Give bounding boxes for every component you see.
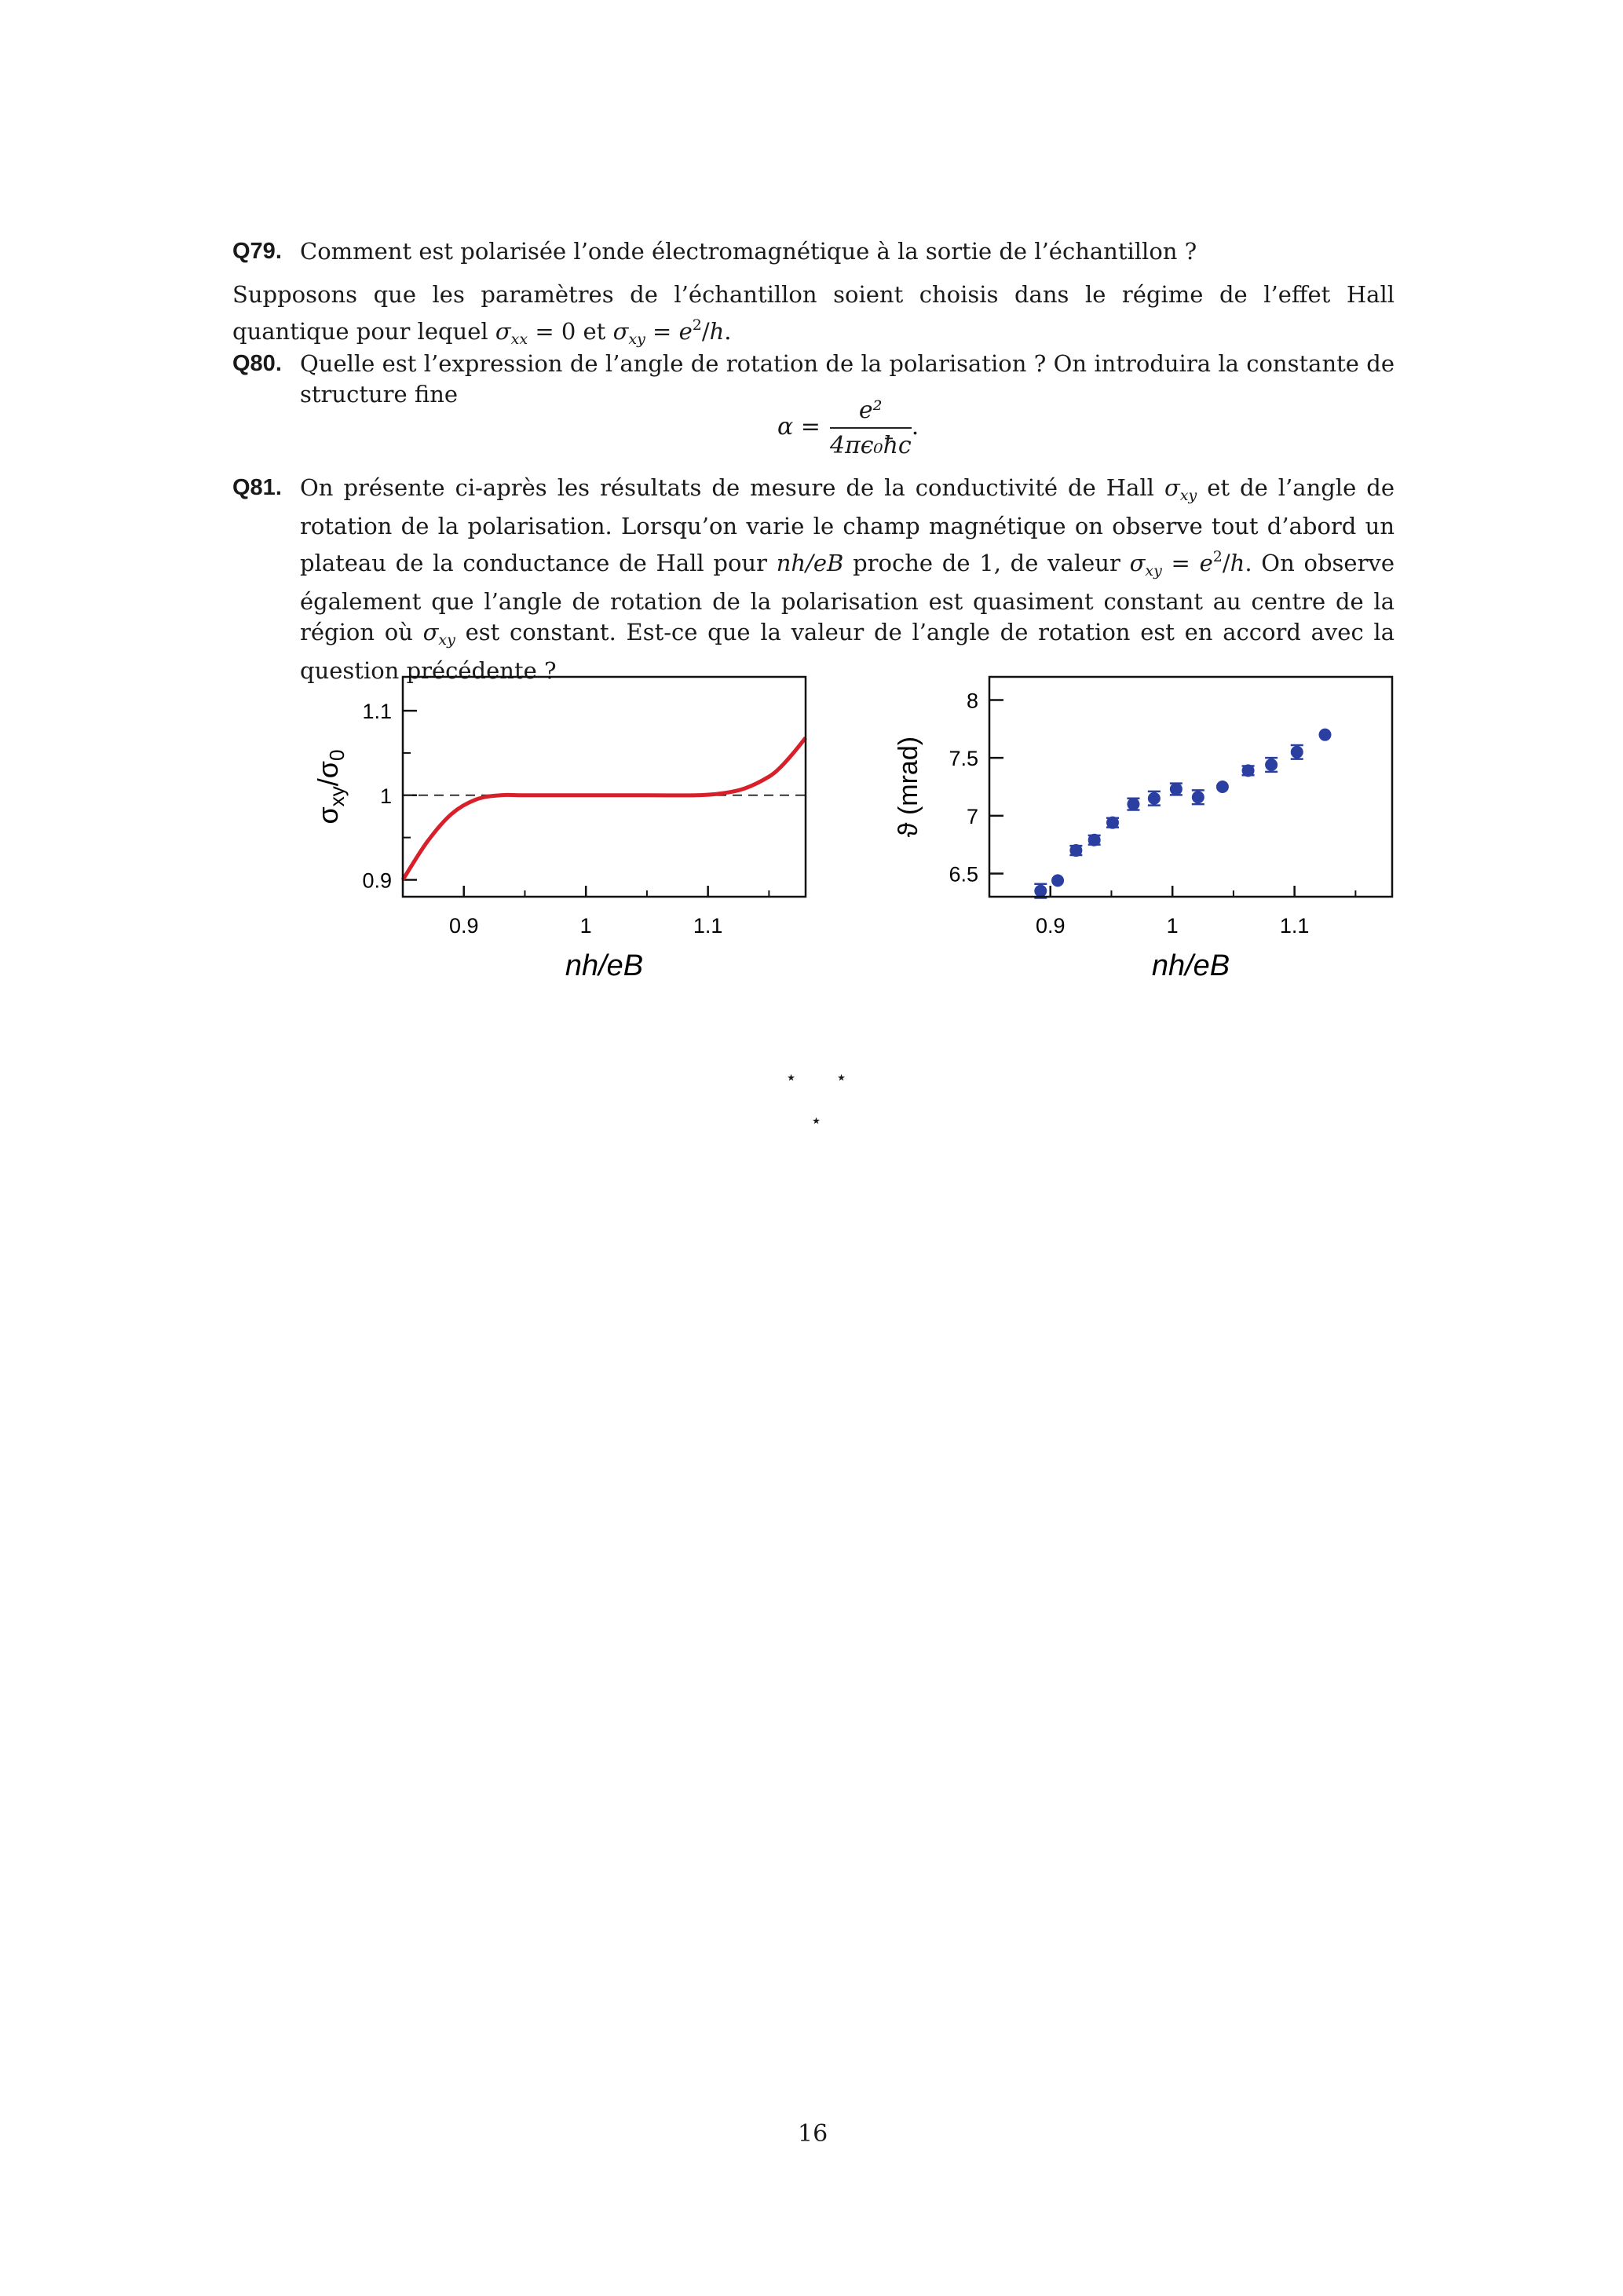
math-sigma: σ	[495, 318, 511, 345]
math-subscript: xy	[628, 331, 645, 348]
data-line	[403, 738, 806, 880]
text-run: Supposons que les paramètres de l’échantillon soient choisis dans le régime de l’effet Hall quantique pour lequel	[232, 281, 1395, 345]
separator-star: ⋆	[835, 1066, 848, 1088]
data-point	[1265, 759, 1278, 771]
x-tick-label: 1.1	[693, 914, 723, 938]
data-point	[1034, 885, 1047, 898]
x-tick-label: 1	[579, 914, 592, 938]
data-point	[1319, 729, 1332, 741]
paragraph-quantum-hall	[232, 280, 1395, 355]
data-point	[1216, 781, 1229, 793]
math-superscript: 2	[692, 316, 702, 334]
math-sigma: σ	[612, 318, 629, 345]
question-q79	[232, 236, 1395, 267]
text-run: /	[1222, 550, 1230, 576]
text-run: proche de 1, de valeur	[843, 550, 1130, 576]
formula-numerator: e²	[830, 397, 912, 429]
x-tick-label: 1.1	[1279, 914, 1310, 938]
math-nh-eb: nh/eB	[776, 550, 844, 576]
text-run: On présente ci-après les résultats de mesure de la conductivité de Hall	[300, 474, 1164, 501]
text-run: .	[724, 318, 732, 345]
data-point	[1069, 844, 1082, 857]
data-point	[1291, 746, 1303, 759]
data-point	[1051, 874, 1064, 887]
question-text: Quelle est l’expression de l’angle de rotation de la polarisation ? On introduira la constante de structure fine	[300, 350, 1395, 408]
text-run: /	[701, 318, 710, 345]
data-point	[1088, 834, 1101, 846]
math-subscript: xy	[1145, 562, 1162, 579]
x-tick-label: 1	[1166, 914, 1179, 938]
data-point	[1106, 817, 1119, 829]
y-axis-label: ϑ (mrad)	[894, 736, 923, 838]
data-point	[1242, 764, 1255, 777]
text-run: = 0 et	[528, 318, 613, 345]
question-text	[300, 473, 1395, 686]
question-text: Comment est polarisée l’onde électromagnétique à la sortie de l’échantillon ?	[300, 238, 1197, 265]
page-number: 16	[798, 2120, 828, 2148]
question-label: Q81.	[232, 475, 282, 500]
paragraph-text	[232, 280, 1395, 355]
y-tick-label: 6.5	[949, 862, 978, 887]
x-axis-label: nh/eB	[1151, 949, 1230, 982]
math-e: e	[1199, 550, 1213, 576]
formula-lhs: α =	[777, 413, 821, 441]
question-label: Q80.	[232, 351, 282, 376]
data-point	[1170, 783, 1183, 795]
math-sigma: σ	[1129, 550, 1146, 576]
y-tick-label: 8	[966, 689, 978, 713]
fine-structure-formula	[777, 397, 919, 459]
math-subscript: xy	[438, 631, 455, 649]
x-axis-label: nh/eB	[565, 949, 644, 982]
polarisation-angle-chart	[879, 660, 1413, 997]
math-subscript: xx	[510, 331, 528, 348]
math-e: e	[678, 318, 693, 345]
formula-end: .	[911, 413, 919, 441]
y-tick-label: 1	[379, 784, 392, 808]
formula-fraction	[830, 397, 912, 459]
question-q81	[232, 473, 1395, 686]
plot-frame	[989, 677, 1392, 897]
text-run: et de l’angle de rotation de la polarisation. Lorsqu’on varie le champ magnétique on observe tout d’abord un plateau de la conductance de Hall pour	[300, 474, 1395, 576]
math-h: h	[709, 318, 725, 345]
separator-star: ⋆	[785, 1066, 798, 1088]
math-h: h	[1230, 550, 1245, 576]
math-subscript: xy	[1179, 487, 1197, 504]
data-point	[1192, 791, 1204, 803]
y-tick-label: 7	[966, 804, 978, 828]
question-label: Q79.	[232, 239, 282, 264]
y-tick-label: 1.1	[362, 700, 392, 724]
math-sigma: σ	[422, 619, 439, 645]
separator-star: ⋆	[810, 1110, 823, 1132]
text-run: =	[1161, 550, 1200, 576]
math-superscript: 2	[1212, 548, 1223, 565]
text-run: . On observe également que l’angle de rotation de la polarisation est quasiment constant au centre de la région où	[300, 550, 1395, 645]
x-tick-label: 0.9	[1035, 914, 1066, 938]
formula-denominator: 4πϵ₀ħc	[829, 432, 912, 459]
text-run: =	[645, 318, 679, 345]
data-point	[1127, 798, 1139, 810]
y-axis-label: $\sigma_{xy}/\sigma_0$	[312, 749, 349, 824]
text-run: est constant. Est-ce que la valeur de l’angle de rotation est en accord avec la question précédente ?	[300, 619, 1395, 684]
y-tick-label: 0.9	[362, 868, 392, 893]
hall-conductivity-chart	[291, 660, 824, 997]
data-point	[1148, 792, 1161, 805]
y-tick-label: 7.5	[949, 747, 978, 771]
math-sigma: σ	[1164, 474, 1180, 501]
x-tick-label: 0.9	[448, 914, 479, 938]
